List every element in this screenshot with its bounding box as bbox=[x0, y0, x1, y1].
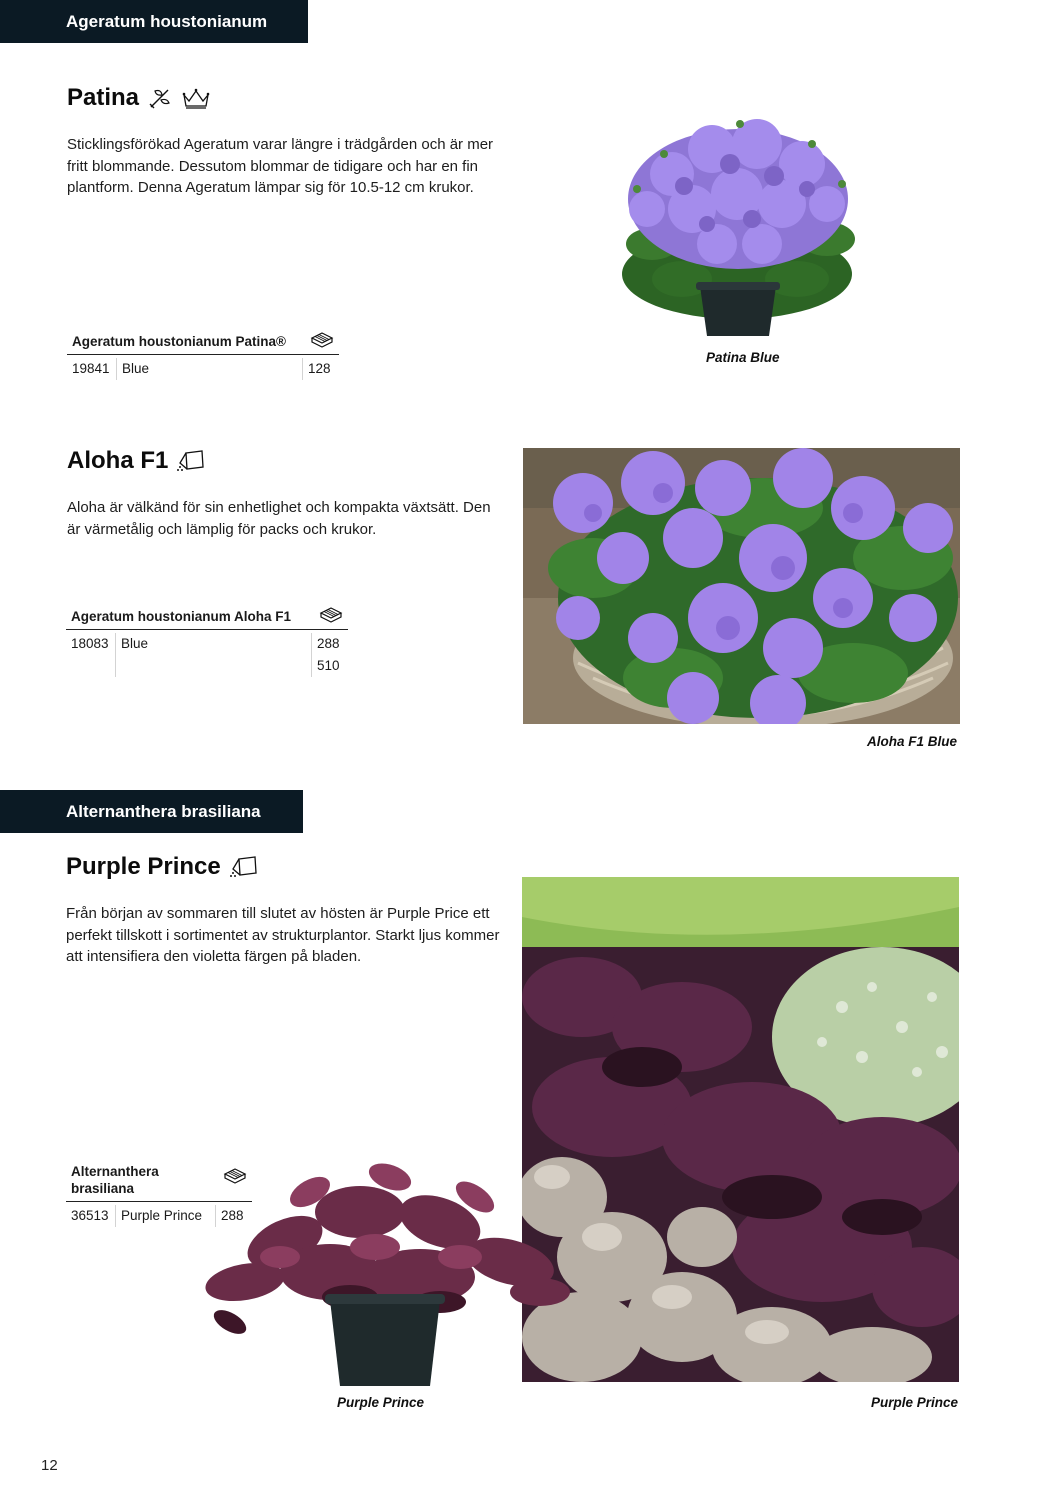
table-header-label: Ageratum houstonianum Aloha F1 bbox=[71, 609, 292, 624]
table-header-line: Alternanthera bbox=[71, 1164, 159, 1179]
product-name: Patina bbox=[67, 84, 140, 111]
seed-packet-icon bbox=[176, 449, 206, 473]
table-header bbox=[66, 606, 348, 630]
photo-caption: Aloha F1 Blue bbox=[867, 734, 958, 749]
table-header-label: Ageratum houstonianum Patina® bbox=[72, 334, 286, 349]
article-code: 19841 bbox=[67, 358, 117, 380]
table-header bbox=[67, 331, 339, 355]
section-header-ageratum bbox=[0, 0, 308, 43]
product-description: Från början av sommaren till slutet av hösten är Purple Price ett perfekt tillskott i sortimentet av strukturplantor. Starkt ljus kommer att intensifiera den violetta färgen på bladen. bbox=[66, 905, 500, 965]
tray-icon bbox=[222, 1167, 248, 1185]
tray-icon bbox=[309, 331, 335, 349]
product-photo-aloha bbox=[523, 448, 960, 724]
table-row bbox=[67, 355, 339, 380]
product-name: Aloha F1 bbox=[67, 447, 169, 474]
product-name: Purple Prince bbox=[66, 853, 221, 880]
product-description: Aloha är välkänd för sin enhetlighet och kompakta växtsätt. Den är värmetålig och lämplig för packs och krukor. bbox=[67, 499, 491, 538]
product-table-purple-prince bbox=[66, 1163, 252, 1227]
photo-caption: Purple Prince bbox=[871, 1395, 959, 1410]
variety-color: Blue bbox=[116, 633, 312, 677]
pack-sizes bbox=[216, 1205, 249, 1227]
pack-sizes bbox=[303, 358, 336, 380]
table-header bbox=[66, 1163, 252, 1202]
photo-caption: Patina Blue bbox=[706, 350, 780, 365]
product-title-patina bbox=[67, 84, 211, 112]
premium-crown-icon bbox=[181, 87, 211, 109]
section-title: Alternanthera brasiliana bbox=[66, 801, 261, 821]
section-header-alternanthera bbox=[0, 790, 303, 833]
variety-color: Blue bbox=[117, 358, 303, 380]
pack-sizes bbox=[312, 633, 345, 677]
product-table-aloha bbox=[66, 606, 348, 677]
page-number: 12 bbox=[41, 1457, 58, 1474]
table-header-line: brasiliana bbox=[71, 1181, 135, 1196]
pack-size-value: 288 bbox=[221, 1208, 244, 1223]
pack-size-value: 510 bbox=[317, 658, 340, 673]
table-header-label bbox=[71, 1163, 159, 1197]
pack-size-value: 128 bbox=[308, 361, 331, 376]
product-photo-purple-prince-garden bbox=[522, 877, 959, 1382]
product-photo-patina bbox=[612, 104, 864, 340]
section-title: Ageratum houstonianum bbox=[66, 11, 268, 31]
pack-size-value: 288 bbox=[317, 636, 340, 651]
article-code: 18083 bbox=[66, 633, 116, 677]
article-code: 36513 bbox=[66, 1205, 116, 1227]
product-table-patina bbox=[67, 331, 339, 380]
table-row bbox=[66, 1202, 252, 1227]
table-row bbox=[66, 630, 348, 677]
product-title-purple-prince bbox=[66, 853, 259, 881]
seed-packet-icon bbox=[229, 855, 259, 879]
variety-color: Purple Prince bbox=[116, 1205, 216, 1227]
cutting-propagated-icon bbox=[147, 86, 173, 110]
product-title-aloha bbox=[67, 447, 206, 475]
product-description: Sticklingsförökad Ageratum varar längre i trädgården och är mer fritt blommande. Dessutom blommar de tidigare och har en fin plantform. Denna Ageratum lämpar sig för 10.5-12 cm krukor. bbox=[67, 136, 494, 196]
photo-caption: Purple Prince bbox=[337, 1395, 425, 1410]
tray-icon bbox=[318, 606, 344, 624]
